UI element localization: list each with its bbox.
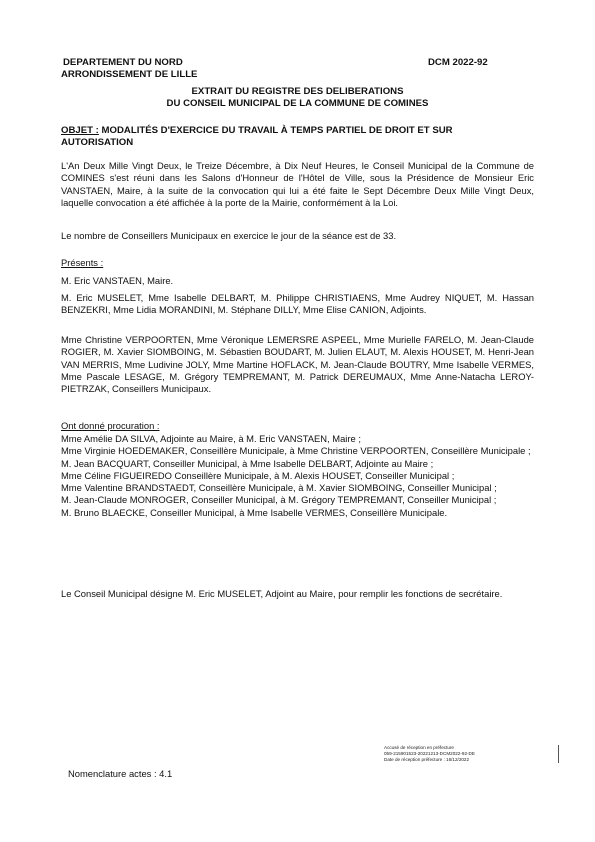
stamp-line: 059-215901523-20221213-DCM2022-92-DE xyxy=(384,751,475,756)
title-line: EXTRAIT DU REGISTRE DES DELIBERATIONS xyxy=(191,86,404,97)
procuration-item: M. Bruno BLAECKE, Conseiller Municipal, à Mme Isabelle VERMES, Conseillère Municipale. xyxy=(61,506,448,518)
objet-text-cont: AUTORISATION xyxy=(61,136,134,148)
procuration-item: M. Jean BACQUART, Conseiller Municipal, à Mme Isabelle DELBART, Adjointe au Maire ; xyxy=(61,457,434,469)
members-count: Le nombre de Conseillers Municipaux en exercice le jour de la séance est de 33. xyxy=(61,230,397,241)
procuration-item: Mme Valentine BRANDSTAEDT, Conseillère Municipale, à M. Xavier SIOMBOING, Conseiller Municipal ; xyxy=(61,482,497,494)
procuration-item: Mme Virginie HOEDEMAKER, Conseillère Municipale, à Mme Christine VERPOORTEN, Conseillère Municipale ; xyxy=(61,445,531,457)
arrondissement-line: ARRONDISSEMENT DE LILLE xyxy=(61,68,198,80)
presents-label: Présents : xyxy=(61,257,104,268)
nomenclature-line: Nomenclature actes : 4.1 xyxy=(68,768,173,779)
procuration-item: M. Jean-Claude MONROGER, Conseiller Municipal, à M. Grégory TEMPREMANT, Conseiller Municipal ; xyxy=(61,494,497,506)
presents-conseillers: Mme Christine VERPOORTEN, Mme Véronique LEMERSRE ASPEEL, Mme Murielle FARELO, M. Jean-Claude ROGIER, M. Xavier SIOMBOING, M. Sébastien BOUDART, M. Julien ELAUT, M. Alexis HOUSET, M. Henri-Jean VAN MERRIS, Mme Ludivine JOLY, Mme Martine HOFLACK, M. Jean-Claude BOUTRY, Mme Isabelle VERMES, Mme Pascale LESAGE, M. Grégory TEMPREMANT, M. Patrick DEREUMAUX, Mme Anne-Natacha LEROY-PIETRZAK, Conseillers Municipaux. xyxy=(61,334,534,395)
objet-text: MODALITÉS D'EXERCICE DU TRAVAIL À TEMPS PARTIEL DE DROIT ET SUR xyxy=(98,125,453,136)
deliberation-reference: DCM 2022-92 xyxy=(428,57,488,68)
stamp-line: Date de réception préfecture : 16/12/2022 xyxy=(384,757,470,762)
procurations-label: Ont donné procuration : xyxy=(61,420,160,431)
department-block xyxy=(61,57,261,80)
procurations-list xyxy=(61,433,534,519)
document-title xyxy=(60,86,535,109)
procuration-item: Mme Céline FIGUEIREDO Conseillère Municipale, à M. Alexis HOUSET, Conseiller Municipal ; xyxy=(61,469,455,481)
presents-maire: M. Eric VANSTAEN, Maire. xyxy=(61,275,174,286)
title-line: DU CONSEIL MUNICIPAL DE LA COMMUNE DE COMINES xyxy=(166,97,429,109)
objet-block xyxy=(61,125,536,148)
objet-label: OBJET : xyxy=(61,125,99,136)
secretaire-paragraph: Le Conseil Municipal désigne M. Eric MUSELET, Adjoint au Maire, pour remplir les fonctions de secrétaire. xyxy=(61,588,503,599)
procuration-item: Mme Amélie DA SILVA, Adjointe au Maire, à M. Eric VANSTAEN, Maire ; xyxy=(61,433,361,444)
presents-adjoints: M. Eric MUSELET, Mme Isabelle DELBART, M. Philippe CHRISTIAENS, Mme Audrey NIQUET, M. Hassan BENZEKRI, Mme Lidia MORANDINI, M. Stéphane DILLY, Mme Elise CANION, Adjoints. xyxy=(61,292,534,316)
intro-paragraph: L'An Deux Mille Vingt Deux, le Treize Décembre, à Dix Neuf Heures, le Conseil Municipal de la Commune de COMINES s'est réuni dans les Salons d'Honneur de l'Hôtel de Ville, sous la Présidence de Monsieur Eric VANSTAEN, Maire, à la suite de la convocation qui lui a été faite le Sept Décembre Deux Mille Vingt Deux, laquelle convocation a été affichée à la porte de la Mairie, conformément à la Loi. xyxy=(61,160,534,208)
department-line: DEPARTEMENT DU NORD xyxy=(63,57,183,68)
stamp-line: Accusé de réception en préfecture xyxy=(384,745,454,750)
prefecture-stamp xyxy=(384,745,559,763)
